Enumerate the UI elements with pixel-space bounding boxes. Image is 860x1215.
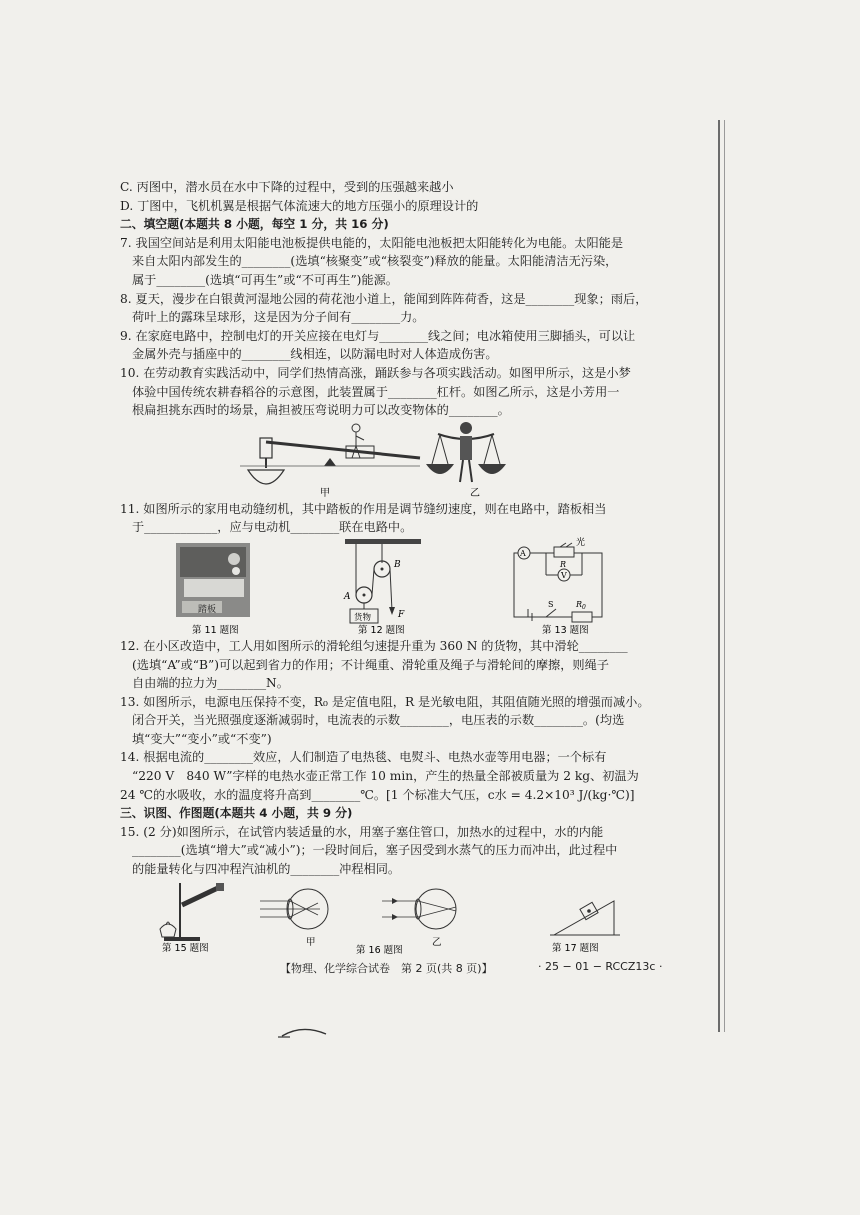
figure-q10-caption-jia: 甲 bbox=[320, 487, 330, 499]
text-line-q10b: 体验中国传统农耕舂稻谷的示意图，此装置属于________杠杆。如图乙所示，这是小芳用一 bbox=[132, 384, 620, 399]
goods-label: 货物 bbox=[354, 612, 372, 623]
text-line-q15a: 15. (2 分)如图所示，在试管内装适量的水，用塞子塞住管口，加热水的过程中，水的内能 bbox=[120, 824, 604, 839]
text-line-sec2: 二、填空题(本题共 8 小题，每空 1 分，共 16 分) bbox=[120, 217, 389, 232]
circuit-figure bbox=[514, 536, 602, 622]
binding-margin-line bbox=[718, 120, 720, 1032]
text-line-q7a: 7. 我国空间站是利用太阳能电池板提供电能的，太阳能电池板把太阳能转化为电能。太阳能是 bbox=[120, 235, 624, 250]
figure-q17-caption: 第 17 题图 bbox=[552, 942, 599, 954]
resistor-r0-label: $R_0$ bbox=[576, 599, 586, 611]
switch-label: S bbox=[548, 599, 554, 609]
figure-q13-caption: 第 13 题图 bbox=[542, 624, 589, 636]
scan-mark bbox=[278, 1024, 358, 1044]
text-line-q11a: 11. 如图所示的家用电动缝纫机，其中踏板的作用是调节缝纫速度，则在电路中，踏板相当 bbox=[120, 501, 607, 516]
text-line-q8a: 8. 夏天，漫步在白银黄河湿地公园的荷花池小道上，能闻到阵阵荷香，这是________现象；雨后， bbox=[120, 291, 648, 306]
text-line-q13b: 闭合开关，当光照强度逐渐减弱时，电流表的示数________，电压表的示数________。(均选 bbox=[132, 713, 625, 728]
lever-mortar-figure bbox=[240, 424, 420, 484]
pulley-a-label: A bbox=[344, 591, 351, 602]
sewing-machine-photo bbox=[176, 543, 250, 617]
text-line-q9b: 金属外壳与插座中的________线相连，以防漏电时对人体造成伤害。 bbox=[132, 347, 498, 362]
voltmeter-label: V bbox=[561, 570, 567, 580]
pulley-b-label: B bbox=[394, 559, 401, 570]
figure-q10 bbox=[120, 420, 660, 500]
figure-q12-caption: 第 12 题图 bbox=[358, 624, 405, 636]
text-line-sec3: 三、识图、作图题(本题共 4 小题，共 9 分) bbox=[120, 806, 353, 821]
text-line-q7c: 属于________(选填“可再生”或“不可再生”)能源。 bbox=[132, 272, 398, 287]
page-content bbox=[120, 178, 660, 955]
text-line-q13a: 13. 如图所示，电源电压保持不变，R₀ 是定值电阻，R 是光敏电阻，其阻值随光照的增强而减小。 bbox=[120, 694, 650, 709]
incline-block-figure bbox=[550, 901, 620, 935]
test-tube-figure bbox=[160, 883, 224, 941]
text-line-q11b: 于____________，应与电动机________联在电路中。 bbox=[132, 520, 413, 535]
carrying-pole-figure bbox=[426, 422, 506, 482]
text-line-q15c: 的能量转化与四冲程汽油机的________冲程相同。 bbox=[132, 862, 401, 877]
text-line-q10c: 根扁担挑东西时的场景，扁担被压弯说明力可以改变物体的________。 bbox=[132, 403, 510, 418]
text-line-q12a: 12. 在小区改造中，工人用如图所示的滑轮组匀速提升重为 360 N 的货物，其中滑轮________ bbox=[120, 638, 628, 653]
sewing-pedal-label: 踏板 bbox=[198, 604, 217, 615]
figure-row-q11-q13-drawing bbox=[120, 537, 660, 637]
figure-q16-caption-yi: 乙 bbox=[432, 936, 442, 948]
text-line-q7b: 来自太阳内部发生的________(选填“核聚变”或“核裂变”)释放的能量。太阳能清洁无污染， bbox=[132, 254, 618, 269]
text-line-q13c: 填“变大”“变小”或“不变”) bbox=[132, 731, 272, 746]
footer-code: · 25 − 01 − RCCZ13c · bbox=[538, 960, 663, 973]
text-line-q15b: ________(选填“增大”或“减小”)；一段时间后，塞子因受到水蒸气的压力而冲出，此过程中 bbox=[132, 843, 618, 858]
binding-margin-line-inner bbox=[724, 120, 725, 1032]
text-line-q8b: 荷叶上的露珠呈球形，这是因为分子间有________力。 bbox=[132, 310, 425, 325]
footer-page-info: 【物理、化学综合试卷 第 2 页(共 8 页)】 bbox=[280, 962, 493, 975]
text-line-q12c: 自由端的拉力为________N。 bbox=[132, 676, 289, 691]
resistor-r-label: R bbox=[560, 559, 567, 569]
pulley-system-figure bbox=[343, 539, 421, 623]
force-f-label: F bbox=[398, 609, 405, 620]
text-line-q14a: 14. 根据电流的________效应，人们制造了电热毯、电熨斗、电热水壶等用电器；一个标有 bbox=[120, 750, 607, 765]
figure-q11-caption: 第 11 题图 bbox=[192, 624, 239, 636]
text-line-q14c: 24 ℃的水吸收，水的温度将升高到________℃。[1 个标准大气压，c水 = 4.2×10³ J/(kg·℃)] bbox=[120, 787, 635, 802]
figure-q10-drawing bbox=[120, 420, 660, 500]
text-line-q14b: “220 V 840 W”字样的电热水壶正常工作 10 min，产生的热量全部被质量为 2 kg、初温为 bbox=[132, 769, 639, 784]
light-label: 光 bbox=[576, 537, 586, 548]
figure-q15-caption: 第 15 题图 bbox=[162, 942, 209, 954]
text-line-q12b: (选填“A”或“B”)可以起到省力的作用；不计绳重、滑轮重及绳子与滑轮间的摩擦，则绳子 bbox=[132, 657, 609, 672]
figure-row-q11-q13 bbox=[120, 537, 660, 637]
text-line-d: D. 丁图中，飞机机翼是根据气体流速大的地方压强小的原理设计的 bbox=[120, 198, 479, 213]
eye-diagram-yi bbox=[382, 889, 456, 929]
ammeter-label: A bbox=[520, 548, 526, 558]
text-line-q9a: 9. 在家庭电路中，控制电灯的开关应接在电灯与________线之间；电冰箱使用三脚插头，可以让 bbox=[120, 328, 636, 343]
text-line-q10a: 10. 在劳动教育实践活动中，同学们热情高涨，踊跃参与各项实践活动。如图甲所示，这是小梦 bbox=[120, 365, 631, 380]
text-line-c: C. 丙图中，潜水员在水中下降的过程中，受到的压强越来越小 bbox=[120, 180, 454, 194]
figure-row-q15-q17 bbox=[120, 879, 660, 955]
figure-q16-caption-jia: 甲 bbox=[306, 936, 316, 948]
figure-q10-caption-yi: 乙 bbox=[470, 487, 480, 499]
figure-q16-caption: 第 16 题图 bbox=[356, 944, 403, 956]
eye-diagram-jia bbox=[260, 889, 328, 929]
figure-row-q15-q17-drawing bbox=[120, 879, 660, 955]
